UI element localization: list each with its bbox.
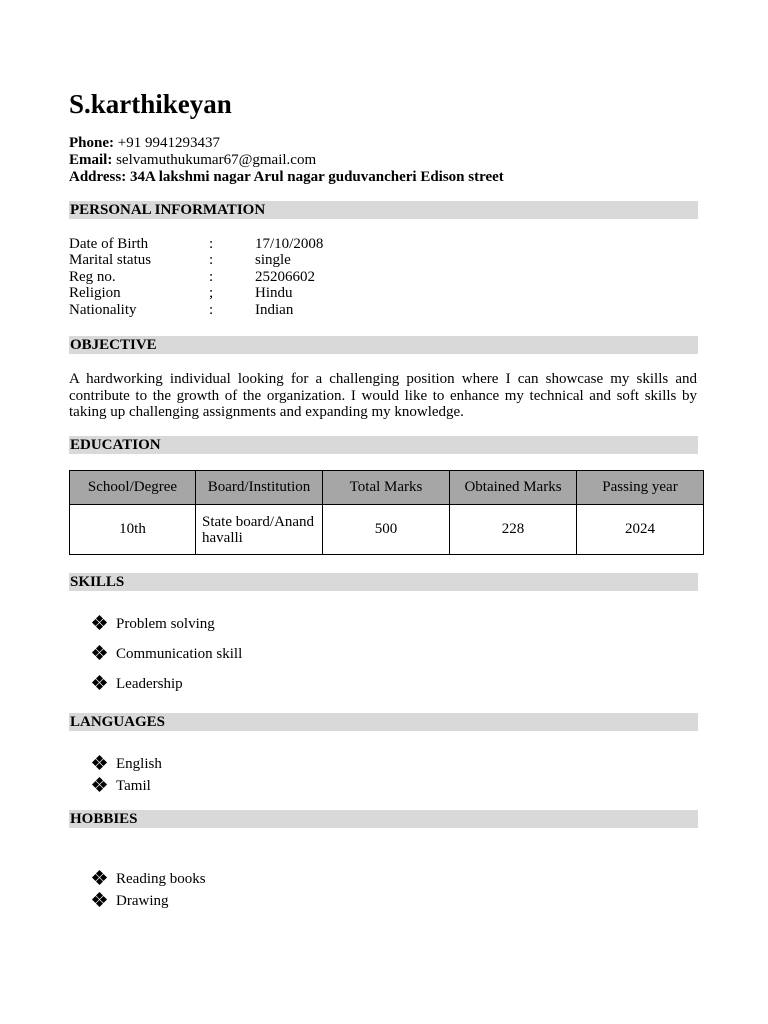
column-header: School/Degree	[70, 471, 196, 505]
candidate-name: S.karthikeyan	[69, 89, 232, 119]
language-text: Tamil	[116, 778, 151, 794]
diamond-bullet-icon	[93, 676, 106, 689]
language-text: English	[116, 756, 162, 772]
info-separator: :	[209, 236, 214, 252]
list-item	[93, 645, 242, 663]
info-label: Marital status	[69, 252, 152, 268]
list-item	[93, 755, 162, 773]
info-row-marital-status	[69, 252, 669, 269]
info-label: Nationality	[69, 302, 137, 318]
diamond-bullet-icon	[93, 646, 106, 659]
section-education: EDUCATION	[69, 436, 698, 454]
diamond-bullet-icon	[93, 778, 106, 791]
info-separator: :	[209, 269, 214, 285]
email-line	[69, 152, 709, 169]
column-header: Total Marks	[323, 471, 450, 505]
info-label: Religion	[69, 285, 121, 301]
phone-label: Phone:	[69, 135, 114, 151]
column-header: Board/Institution	[196, 471, 323, 505]
education-header-row	[70, 471, 704, 505]
list-item	[93, 870, 206, 888]
objective-text: A hardworking individual looking for a challenging position where I can showcase my skills and contribute to the growth of the organization. I would like to enhance my technical and soft skills by taking up challenging assignments and expanding my knowledge.	[69, 371, 697, 420]
list-item	[93, 615, 215, 633]
info-row-religion	[69, 285, 669, 302]
info-value: Indian	[255, 302, 294, 318]
info-separator: :	[209, 252, 214, 268]
info-label: Date of Birth	[69, 236, 149, 252]
table-cell: 10th	[70, 505, 196, 555]
diamond-bullet-icon	[93, 871, 106, 884]
info-value: 25206602	[255, 269, 315, 285]
diamond-bullet-icon	[93, 756, 106, 769]
address-label: Address:	[69, 169, 127, 185]
section-personal-information: PERSONAL INFORMATION	[69, 201, 698, 219]
skill-text: Problem solving	[116, 616, 215, 632]
info-value: single	[255, 252, 291, 268]
hobby-text: Drawing	[116, 893, 169, 909]
address-line	[69, 169, 709, 186]
list-item	[93, 777, 151, 795]
column-header: Obtained Marks	[450, 471, 577, 505]
phone-value: +91 9941293437	[117, 135, 220, 151]
list-item	[93, 892, 169, 910]
skill-text: Leadership	[116, 676, 183, 692]
table-row	[70, 505, 704, 555]
section-hobbies: HOBBIES	[69, 810, 698, 828]
list-item	[93, 675, 183, 693]
section-skills: SKILLS	[69, 573, 698, 591]
table-cell: State board/Anandhavalli	[196, 505, 323, 555]
info-label: Reg no.	[69, 269, 116, 285]
diamond-bullet-icon	[93, 893, 106, 906]
email-value: selvamuthukumar67@gmail.com	[116, 152, 317, 168]
info-row-nationality	[69, 302, 669, 319]
education-table	[69, 470, 704, 555]
section-objective: OBJECTIVE	[69, 336, 698, 354]
hobby-text: Reading books	[116, 871, 206, 887]
table-cell: 500	[323, 505, 450, 555]
table-cell: 2024	[577, 505, 704, 555]
info-value: 17/10/2008	[255, 236, 324, 252]
skill-text: Communication skill	[116, 646, 243, 662]
section-languages: LANGUAGES	[69, 713, 698, 731]
table-cell: 228	[450, 505, 577, 555]
diamond-bullet-icon	[93, 616, 106, 629]
email-label: Email:	[69, 152, 113, 168]
address-value: 34A lakshmi nagar Arul nagar guduvancheri Edison street	[129, 169, 504, 185]
info-separator: ;	[209, 285, 214, 301]
column-header: Passing year	[577, 471, 704, 505]
info-value: Hindu	[255, 285, 293, 301]
info-separator: :	[209, 302, 214, 318]
phone-line	[69, 135, 709, 152]
info-row-reg-no	[69, 269, 669, 286]
info-row-dob	[69, 236, 669, 253]
